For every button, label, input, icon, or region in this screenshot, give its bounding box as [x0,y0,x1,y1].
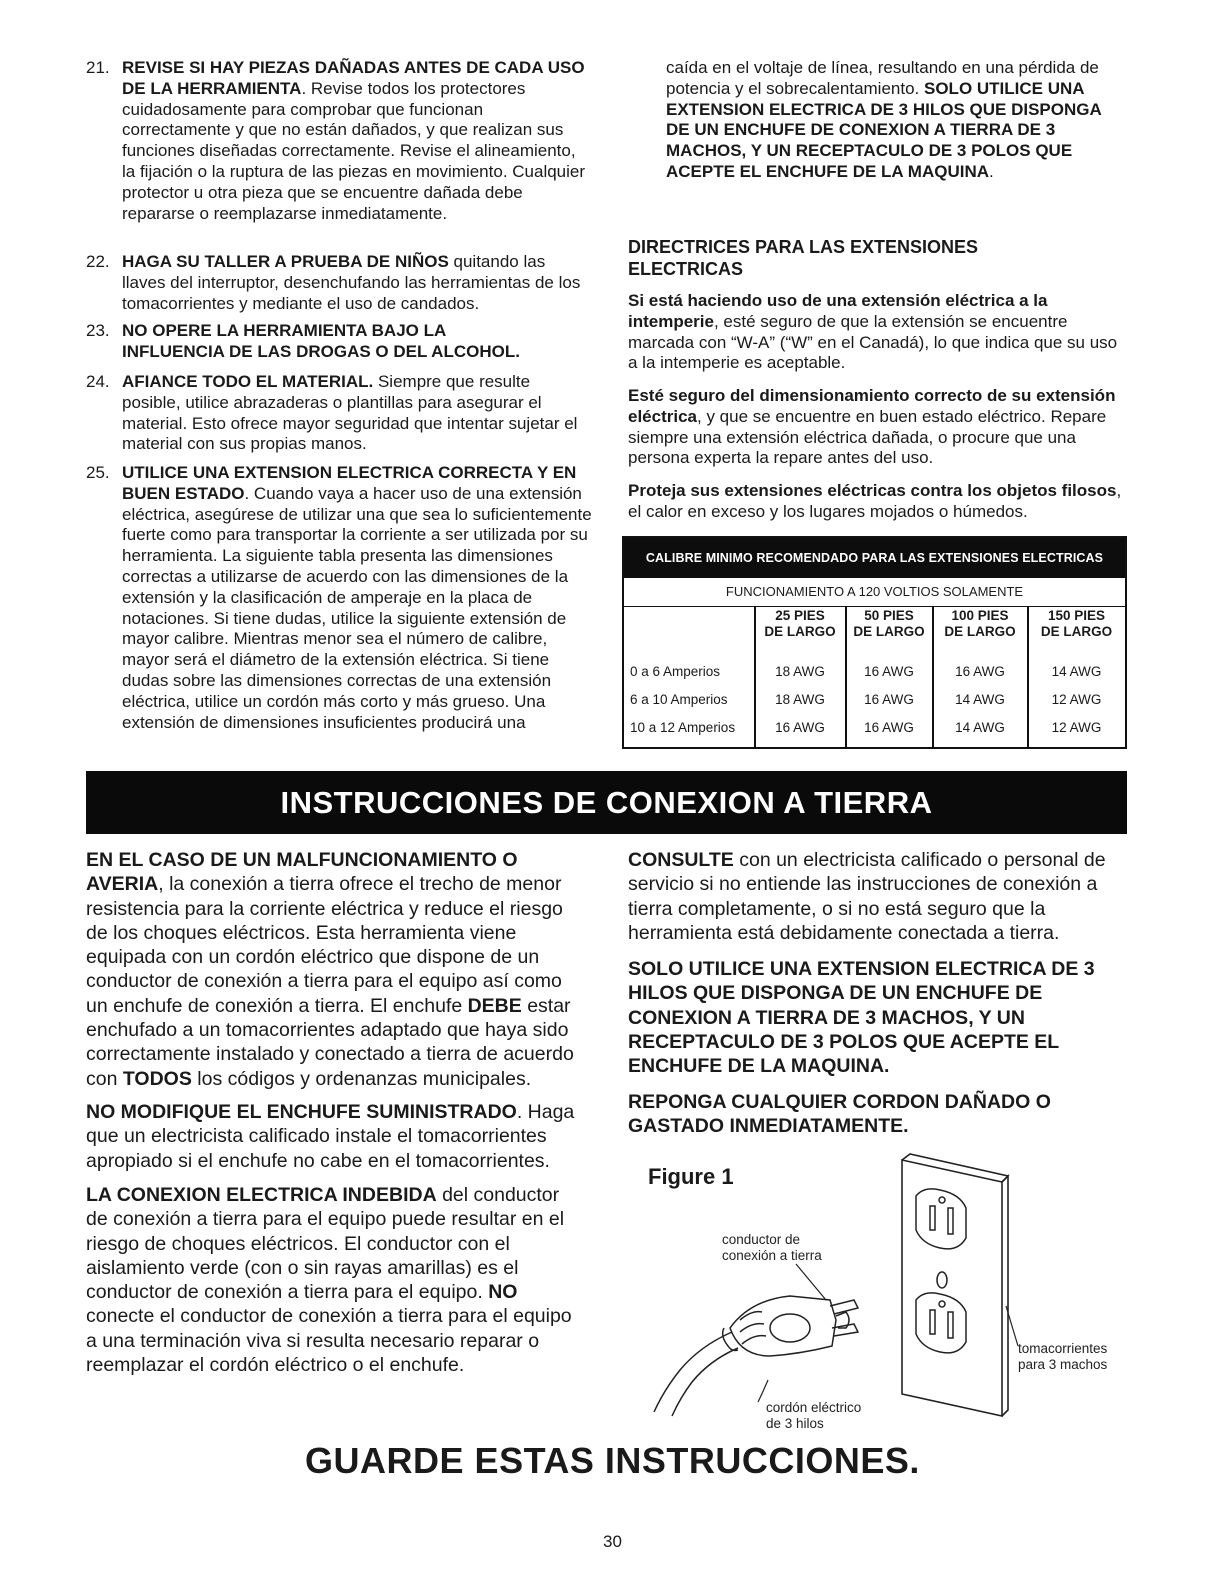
label-3-prong-outlet: tomacorrientes para 3 machos [1018,1341,1108,1372]
item-body: quitando las llaves del interruptor, desenchufando las herramientas de los tomacorrientes y mediante el uso de candados. [122,252,581,313]
outlet-lower [916,1293,966,1353]
table-cell: 12 AWG [1051,692,1102,707]
table-row-label: 10 a 12 Amperios [630,720,736,735]
label-3-wire-cord: cordón eléctrico de 3 hilos [766,1400,862,1431]
table-column-header: 50 PIES DE LARGO [853,608,925,639]
table-column-header: 25 PIES DE LARGO [764,608,836,639]
item-number: 21. [86,58,110,77]
table-cell: 14 AWG [1051,664,1102,679]
item-22 [86,252,596,316]
outlet-screw [937,1272,947,1288]
table-row-label: 6 a 10 Amperios [630,692,728,707]
table-row-label: 0 a 6 Amperios [630,664,721,679]
item-heading: NO OPERE LA HERRAMIENTA BAJO LA INFLUENCIA DE LAS DROGAS O DEL ALCOHOL. [122,321,520,361]
table-cell: 12 AWG [1051,720,1102,735]
page-number: 30 [603,1532,622,1551]
paragraph-only-3-wire: SOLO UTILICE UNA EXTENSION ELECTRICA DE 3 HILOS QUE DISPONGA DE UN ENCHUFE DE CONEXION A TIERRA DE 3 MACHOS, Y UN RECEPTACULO DE 3 POLOS QUE ACEPTE EL ENCHUFE DE LA MAQUINA. [628,958,1095,1078]
item-heading: AFIANCE TODO EL MATERIAL. [122,372,374,391]
table-title: CALIBRE MINIMO RECOMENDADO PARA LAS EXTENSIONES ELECTRICAS [624,538,1125,578]
table-cell: 16 AWG [955,664,1005,679]
item-number: 22. [86,252,110,271]
paragraph-no-modify: NO MODIFIQUE EL ENCHUFE SUMINISTRADO. Haga que un electricista calificado instale el tomacorrientes apropiado si el enchufe no cabe en el tomacorrientes. [86,1101,575,1172]
paragraph-sizing: Esté seguro del dimensionamiento correcto de su extensión eléctrica, y que se encuentre en buen estado eléctrico. Repare siempre una extensión eléctrica dañada, o procure que una persona experta la repare antes del uso. [628,386,1116,468]
item-23 [86,321,596,365]
item-number: 23. [86,321,110,340]
table-cell: 16 AWG [775,720,825,735]
item-body: . Cuando vaya a hacer uso de una extensión eléctrica, asegúrese de utilizar una que sea lo suficientemente fuerte como para transportar la corriente a ser utilizada por su herramienta. La siguiente tabla presenta las dimensiones correctas a utilizarse de acuerdo con las dimensiones de la extensión y la clasificación de amperaje en la placa de notaciones. Si tiene dudas, utilice la siguiente extensión de mayor calibre. Mientras menor sea el número de calibre, mayor será el diámetro de la extensión eléctrica. Si tiene dudas sobre las dimensiones correctas de una extensión eléctrica, utilice un cordón más corto y más grueso. Una extensión de dimensiones insuficientes producirá una [122,483,592,732]
item-number: 24. [86,372,110,391]
extension-gauge-table [622,536,1127,749]
save-instructions-title: GUARDE ESTAS INSTRUCCIONES. [305,1440,920,1481]
paragraph-protect: Proteja sus extensiones eléctricas contra los objetos filosos, el calor en exceso y los lugares mojados o húmedos. [628,481,1122,521]
section-banner: INSTRUCCIONES DE CONEXION A TIERRA [86,771,1127,834]
paragraph-improper-connection: LA CONEXION ELECTRICA INDEBIDA del conductor de conexión a tierra para el equipo puede resultar en el riesgo de choques eléctricos. El conductor con el aislamiento verde (con o sin rayas amarillas) es el conductor de conexión a tierra para el equipo. NO conecte el conductor de conexión a tierra para el equipo a una terminación viva si resulta necesario reparar o reemplazar el cordón eléctrico o el enchufe. [86,1184,572,1377]
continued-paragraph: caída en el voltaje de línea, resultando en una pérdida de potencia y el sobrecalentamiento. SOLO UTILICE UNA EXTENSION ELECTRICA DE 3 HILOS QUE DISPONGA DE UN ENCHUFE DE CONEXION A TIERRA DE 3 MACHOS, Y UN RECEPTACULO DE 3 POLOS QUE ACEPTE EL ENCHUFE DE LA MAQUINA. [666,58,1102,181]
table-cell: 18 AWG [775,692,825,707]
item-heading: HAGA SU TALLER A PRUEBA DE NIÑOS [122,252,449,271]
table-cell: 16 AWG [864,664,914,679]
item-24 [86,372,596,458]
item-21 [86,58,596,248]
table-column-header: 150 PIES DE LARGO [1040,608,1113,639]
table-cell: 14 AWG [955,692,1005,707]
table-cell: 16 AWG [864,720,914,735]
item-body: Siempre que resulte posible, utilice abrazaderas o plantillas para asegurar el material. Esto ofrece mayor seguridad que intentar sujetar el material con sus propias manos. [122,372,578,454]
paragraph-malfunction: EN EL CASO DE UN MALFUNCIONAMIENTO O AVERIA, la conexión a tierra ofrece el trecho de menor resistencia para la corriente eléctrica y reduce el riesgo de los choques eléctricos. Esta herramienta viene equipada con un cordón eléctrico que dispone de un conductor de conexión a tierra para el equipo así como un enchufe de conexión a tierra. El enchufe DEBE estar enchufado a un tomacorrientes adaptado que haya sido correctamente instalado y conectado a tierra de acuerdo con TODOS los códigos y ordenanzas municipales. [86,849,574,1090]
paragraph-replace-cord: REPONGA CUALQUIER CORDON DAÑADO O GASTADO INMEDIATAMENTE. [628,1091,1051,1138]
table-column-header: 100 PIES DE LARGO [944,608,1016,639]
leader-lines [758,1264,1018,1402]
item-25 [86,463,596,753]
table-cell: 18 AWG [775,664,825,679]
label-grounding-conductor: conductor de conexión a tierra [722,1232,822,1263]
table-subtitle: FUNCIONAMIENTO A 120 VOLTIOS SOLAMENTE [624,578,1125,607]
table-cell: 16 AWG [864,692,914,707]
section-heading-extensions: DIRECTRICES PARA LAS EXTENSIONES ELECTRICAS [628,237,979,279]
item-heading: REVISE SI HAY PIEZAS DAÑADAS ANTES DE CADA USO DE LA HERRAMIENTA [122,58,585,98]
plug [730,1296,858,1356]
grounding-plug-illustration [640,1150,1040,1430]
paragraph-outdoor: Si está haciendo uso de una extensión eléctrica a la intemperie, esté seguro de que la extensión se encuentre marcada con “W-A” (“W” en el Canadá), lo que indica que su uso a la intemperie es aceptable. [628,291,1118,373]
item-heading: UTILICE UNA EXTENSION ELECTRICA CORRECTA Y EN BUEN ESTADO [122,463,577,503]
figure-title: Figure 1 [648,1164,734,1189]
outlet-upper [916,1189,966,1249]
table-cell: 14 AWG [955,720,1005,735]
item-body: . Revise todos los protectores cuidadosamente para comprobar que funcionan correctamente y que no están dañados, y que realizan sus funciones diseñadas correctamente. Revise el alineamiento, la fijación o la ruptura de las piezas en movimiento. Cualquier protector u otra pieza que se encuentre dañada debe repararse o reemplazarse inmediatamente. [122,78,586,223]
cord [654,1328,738,1416]
paragraph-consult: CONSULTE con un electricista calificado o personal de servicio si no entiende las instrucciones de conexión a tierra completamente, o si no está seguro que la herramienta está debidamente conectada a tierra. [628,849,1106,944]
item-number: 25. [86,463,110,482]
